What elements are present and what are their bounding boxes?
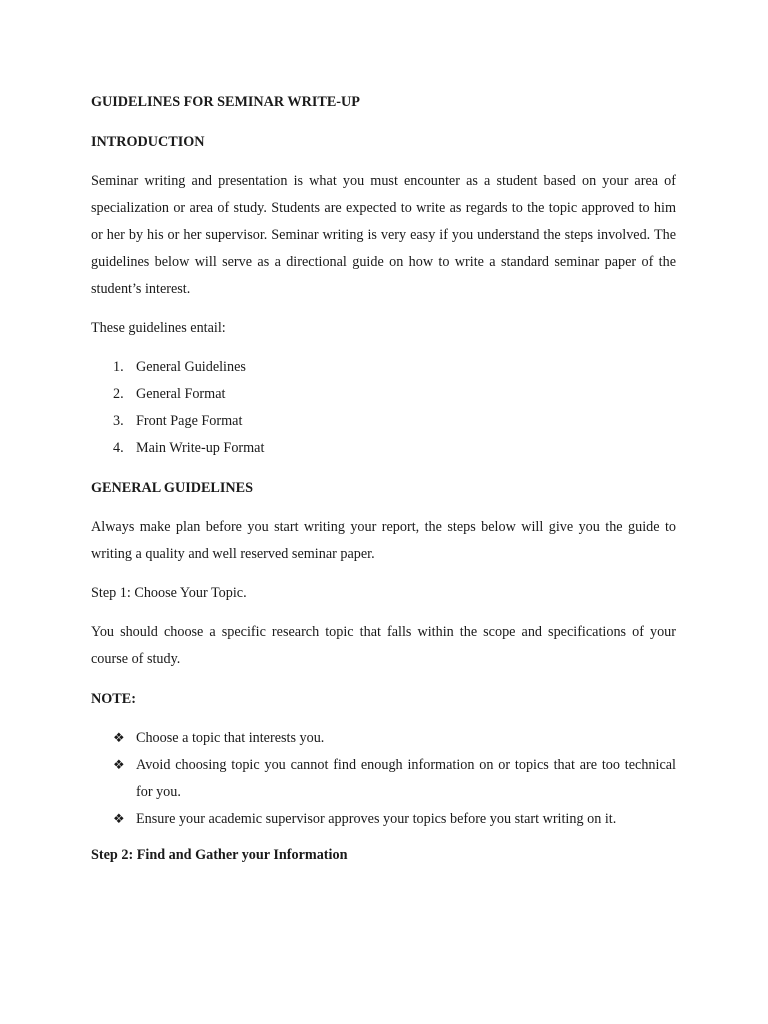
list-item-text: General Format: [136, 386, 226, 402]
introduction-heading: INTRODUCTION: [91, 134, 205, 150]
list-item-text: Choose a topic that interests you.: [136, 730, 325, 746]
list-item: [91, 354, 676, 381]
general-guidelines-paragraph: Always make plan before you start writing your report, the steps below will give you the guide to writing a quality and well reserved seminar paper.: [91, 519, 676, 562]
diamond-bullet-icon: ❖: [113, 731, 125, 746]
list-item: [91, 725, 676, 752]
general-guidelines-heading: GENERAL GUIDELINES: [91, 480, 254, 496]
list-number: 2.: [113, 386, 124, 402]
note-heading: NOTE:: [91, 691, 136, 707]
list-item: [91, 381, 676, 408]
list-item: [91, 435, 676, 462]
list-number: 4.: [113, 440, 124, 456]
diamond-bullet-icon: ❖: [113, 758, 125, 773]
introduction-paragraph: Seminar writing and presentation is what you must encounter as a student based on your area of specialization or area of study. Students are expected to write as regards to the topic approved to him or her by his or her supervisor. Seminar writing is very easy if you understand the steps involved. The guidelines below will serve as a directional guide on how to write a standard seminar paper of the student’s interest.: [91, 173, 676, 297]
list-item-text: Main Write-up Format: [136, 440, 265, 456]
diamond-bullet-icon: ❖: [113, 812, 125, 827]
guidelines-list: [91, 354, 676, 462]
list-number: 3.: [113, 413, 124, 429]
document-page: [91, 92, 676, 865]
list-number: 1.: [113, 359, 124, 375]
step1-label: Step 1: Choose Your Topic.: [91, 585, 247, 601]
list-item: [91, 806, 676, 833]
step1-paragraph: You should choose a specific research topic that falls within the scope and specifications of your course of study.: [91, 624, 676, 667]
list-item-text: Avoid choosing topic you cannot find enough information on or topics that are too technical for you.: [136, 757, 676, 800]
list-item-text: Ensure your academic supervisor approves your topics before you start writing on it.: [136, 811, 617, 827]
step2-heading: Step 2: Find and Gather your Information: [91, 847, 348, 863]
list-item: [91, 408, 676, 435]
list-item: [91, 752, 676, 806]
list-item-text: Front Page Format: [136, 413, 243, 429]
list-item-text: General Guidelines: [136, 359, 246, 375]
document-title: GUIDELINES FOR SEMINAR WRITE-UP: [91, 94, 360, 110]
note-list: [91, 725, 676, 833]
guidelines-lead: These guidelines entail:: [91, 320, 226, 336]
